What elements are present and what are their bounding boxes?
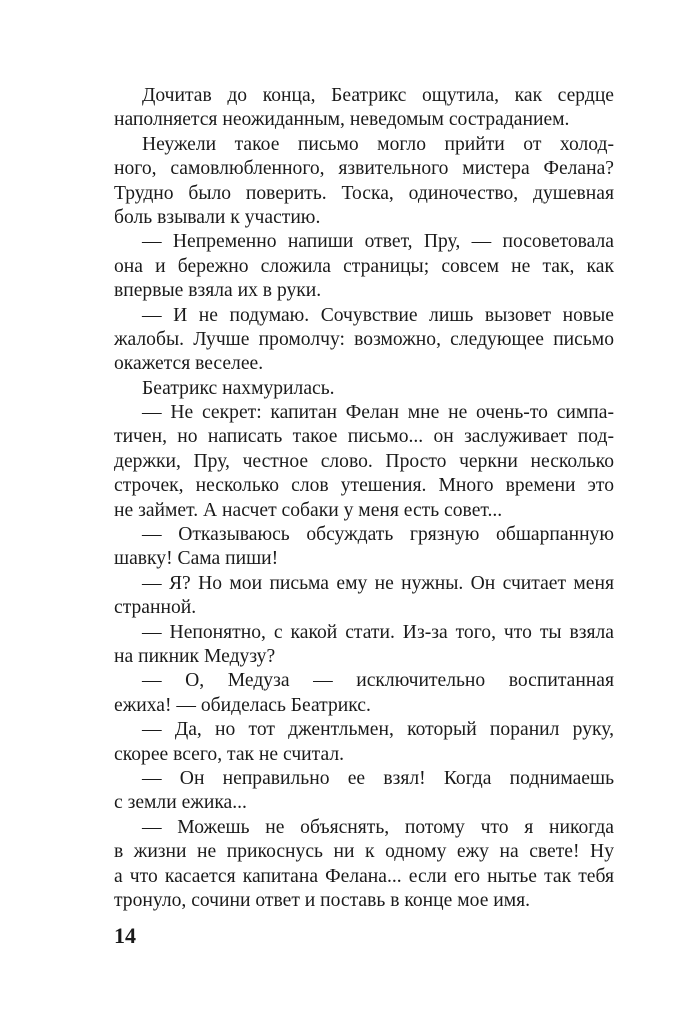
text-line: Дочитав до конца, Беатрикс ощутила, как сердце <box>142 85 614 106</box>
text-line: Беатрикс нахмурилась. <box>142 377 335 399</box>
text-line: Трудно было поверить. Тоска, одиночество, душевная <box>114 182 614 204</box>
text-line: странной. <box>114 597 197 619</box>
text-line: держки, Пру, честное слово. Просто черкни несколько <box>114 450 614 472</box>
text-line: строчек, несколько слов утешения. Много времени это <box>114 475 614 497</box>
text-line: тронуло, сочини ответ и поставь в конце мое имя. <box>114 889 531 911</box>
page-number: 14 <box>114 923 136 948</box>
text-line: шавку! Сама пиши! <box>114 548 279 570</box>
text-line: — Не секрет: капитан Фелан мне не очень-то симпа- <box>142 402 614 424</box>
text-line: она и бережно сложила страницы; совсем не так, как <box>114 255 614 277</box>
text-line: — Да, но тот джентльмен, который поранил руку, <box>142 719 614 741</box>
text-line: а что касается капитана Фелана... если его нытье так тебя <box>114 865 614 887</box>
text-line: ного, самовлюбленного, язвительного мистера Фелана? <box>114 158 614 180</box>
text-line: — И не подумаю. Сочувствие лишь вызовет новые <box>142 304 614 326</box>
text-line: — Я? Но мои письма ему не нужны. Он считает меня <box>142 572 614 594</box>
text-line: — Он неправильно ее взял! Когда поднимаешь <box>142 767 614 789</box>
text-line: окажется веселее. <box>114 353 264 375</box>
text-line: — Непонятно, с какой стати. Из-за того, что ты взяла <box>142 621 614 643</box>
text-line: впервые взяла их в руки. <box>114 280 322 302</box>
text-line: — Непременно напиши ответ, Пру, — посоветовала <box>142 231 614 253</box>
text-line: — Отказываюсь обсуждать грязную обшарпанную <box>142 524 614 546</box>
body-text <box>114 84 614 913</box>
text-line: тичен, но написать такое письмо... он заслуживает под- <box>114 426 614 448</box>
text-line: — Можешь не объяснять, потому что я никогда <box>142 816 614 838</box>
text-line: жалобы. Лучше промолчу: возможно, следующее письмо <box>114 328 614 350</box>
text-line: в жизни не прикоснусь ни к одному ежу на свете! Ну <box>114 841 614 863</box>
text-line: на пикник Медузу? <box>114 645 276 667</box>
text-line: Неужели такое письмо могло прийти от холод- <box>142 133 614 155</box>
text-line: боль взывали к участию. <box>114 206 321 228</box>
text-line: наполняется неожиданным, неведомым состраданием. <box>114 109 570 131</box>
text-line: скорее всего, так не считал. <box>114 743 345 765</box>
text-line: не займет. А насчет собаки у меня есть совет... <box>114 499 503 521</box>
text-line: с земли ежика... <box>114 792 247 814</box>
text-line: ежиха! — обиделась Беатрикс. <box>114 694 371 716</box>
text-line: — О, Медуза — исключительно воспитанная <box>142 670 614 692</box>
